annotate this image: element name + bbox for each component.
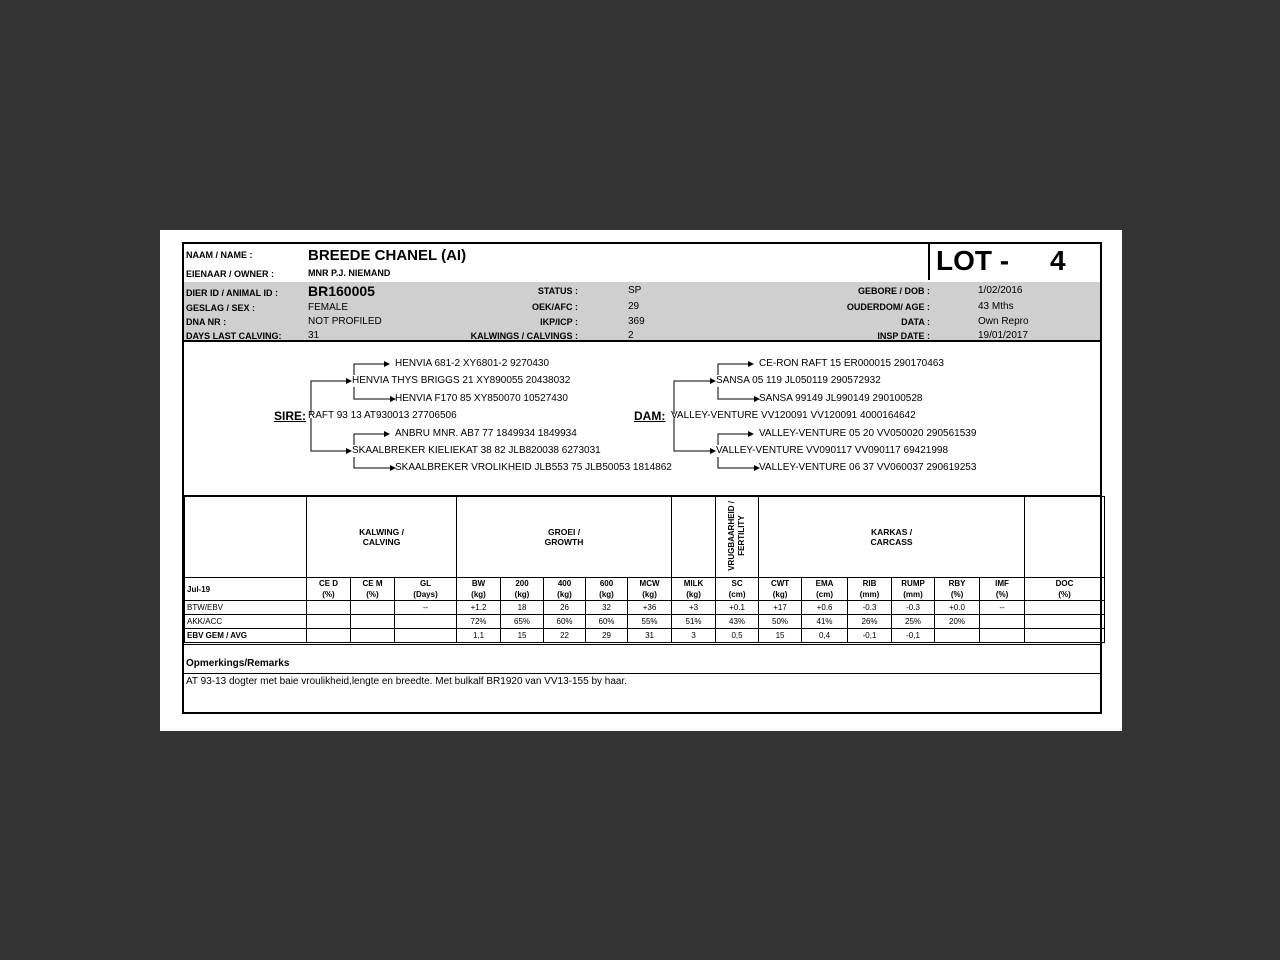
ebv-cell bbox=[351, 615, 395, 629]
column-unit: (Days) bbox=[413, 590, 438, 599]
column-name: SC bbox=[731, 579, 743, 588]
ebv-cell: 32 bbox=[586, 601, 628, 615]
column-header-cwt bbox=[759, 578, 802, 601]
insp-date-value: 19/01/2017 bbox=[978, 330, 1029, 341]
column-name: CE D bbox=[318, 579, 339, 588]
dam-name: VALLEY-VENTURE VV120091 VV120091 4000164642 bbox=[671, 410, 916, 421]
animal-id: BR160005 bbox=[308, 283, 375, 299]
column-header-ce-d bbox=[307, 578, 351, 601]
ebv-cell: 26% bbox=[848, 615, 892, 629]
ebv-cell: 51% bbox=[672, 615, 716, 629]
sex-label: GESLAG / SEX : bbox=[186, 303, 256, 313]
lot-number: 4 bbox=[1050, 245, 1066, 276]
column-header-doc bbox=[1025, 578, 1105, 601]
column-unit: (kg) bbox=[772, 590, 788, 599]
group-blank-cell bbox=[185, 497, 307, 578]
column-header-mcw bbox=[628, 578, 672, 601]
dam-dam-sire: VALLEY-VENTURE 05 20 VV050020 290561539 bbox=[759, 428, 977, 439]
ebv-cell: 60% bbox=[544, 615, 586, 629]
ebv-cell: 3 bbox=[672, 629, 716, 643]
dam-dam: VALLEY-VENTURE VV090117 VV090117 69421998 bbox=[716, 445, 949, 456]
sire-sire: HENVIA THYS BRIGGS 21 XY890055 20438032 bbox=[352, 375, 571, 386]
column-unit: (cm) bbox=[816, 590, 833, 599]
lot-box bbox=[928, 244, 1100, 280]
column-unit: (kg) bbox=[514, 590, 530, 599]
ebv-cell: 60% bbox=[586, 615, 628, 629]
sire-dam-dam: SKAALBREKER VROLIKHEID JLB553 75 JLB50053 1814862 bbox=[395, 462, 672, 473]
sire-dam: SKAALBREKER KIELIEKAT 38 82 JLB820038 6273031 bbox=[352, 445, 601, 456]
calvings-value: 2 bbox=[628, 330, 634, 341]
column-unit: (kg) bbox=[471, 590, 486, 599]
column-name: BW bbox=[471, 579, 486, 588]
ebv-row bbox=[185, 629, 1105, 643]
ebv-cell bbox=[935, 629, 980, 643]
age-value: 43 Mths bbox=[978, 301, 1014, 312]
dob-label: GEBORE / DOB : bbox=[857, 286, 930, 296]
ebv-cell bbox=[980, 615, 1025, 629]
remarks-header bbox=[184, 644, 1100, 674]
column-unit: (%) bbox=[322, 590, 335, 599]
ebv-cell: 43% bbox=[716, 615, 759, 629]
animal-id-label: DIER ID / ANIMAL ID : bbox=[186, 288, 278, 298]
column-header-ema bbox=[802, 578, 848, 601]
column-header-gl bbox=[395, 578, 457, 601]
ebv-cell: -0,1 bbox=[892, 629, 935, 643]
ebv-cell: +36 bbox=[628, 601, 672, 615]
column-unit: (kg) bbox=[642, 590, 657, 599]
column-unit: (kg) bbox=[599, 590, 614, 599]
ebv-row bbox=[185, 615, 1105, 629]
column-unit: (mm) bbox=[859, 590, 880, 599]
sire-dam-sire: ANBRU MNR. AB7 77 1849934 1849934 bbox=[395, 428, 577, 439]
ebv-cell: 25% bbox=[892, 615, 935, 629]
ebv-row-label: AKK/ACC bbox=[185, 615, 307, 629]
column-header-200 bbox=[501, 578, 544, 601]
column-name: DOC bbox=[1055, 579, 1074, 588]
column-header-rby bbox=[935, 578, 980, 601]
ebv-cell: +17 bbox=[759, 601, 802, 615]
ebv-cell: 50% bbox=[759, 615, 802, 629]
column-name: GL bbox=[419, 579, 432, 588]
data-value: Own Repro bbox=[978, 316, 1029, 327]
dna-value: NOT PROFILED bbox=[308, 316, 382, 327]
milk-group-cell bbox=[672, 497, 716, 578]
ebv-cell: -- bbox=[980, 601, 1025, 615]
dam-sire-dam: SANSA 99149 JL990149 290100528 bbox=[759, 393, 923, 404]
ebv-cell: 72% bbox=[457, 615, 501, 629]
column-name: EMA bbox=[815, 579, 834, 588]
days-last-calving-value: 31 bbox=[308, 330, 320, 341]
afc-value: 29 bbox=[628, 301, 640, 312]
ebv-cell bbox=[1025, 615, 1105, 629]
ebv-cell: 20% bbox=[935, 615, 980, 629]
ebv-cell: +0.6 bbox=[802, 601, 848, 615]
sire-sire-dam: HENVIA F170 85 XY850070 10527430 bbox=[395, 393, 568, 404]
owner-label: EIENAAR / OWNER : bbox=[186, 269, 275, 279]
ebv-cell bbox=[1025, 601, 1105, 615]
insp-date-label: INSP DATE : bbox=[877, 331, 930, 341]
calving-group-header: KALWING / CALVING bbox=[307, 497, 457, 578]
ebv-cell bbox=[395, 615, 457, 629]
afc-label: OEK/AFC : bbox=[532, 302, 578, 312]
ebv-cell: 18 bbox=[501, 601, 544, 615]
ebv-group-header-row bbox=[185, 497, 1105, 578]
column-unit: (mm) bbox=[903, 590, 923, 599]
column-header-400 bbox=[544, 578, 586, 601]
column-unit: (%) bbox=[950, 590, 964, 599]
ebv-cell: 0,4 bbox=[802, 629, 848, 643]
column-name: 200 bbox=[515, 579, 529, 588]
ebv-cell: -0.3 bbox=[892, 601, 935, 615]
ebv-cell: 15 bbox=[501, 629, 544, 643]
ebv-cell: 41% bbox=[802, 615, 848, 629]
ebv-cell bbox=[395, 629, 457, 643]
column-header-imf bbox=[980, 578, 1025, 601]
column-header-bw bbox=[457, 578, 501, 601]
column-name: RIB bbox=[862, 579, 877, 588]
animal-name: BREEDE CHANEL (AI) bbox=[308, 247, 467, 264]
ebv-table bbox=[184, 496, 1105, 643]
ebv-row-label: EBV GEM / AVG bbox=[185, 629, 307, 643]
ebv-cell bbox=[351, 601, 395, 615]
column-unit: (cm) bbox=[728, 590, 746, 599]
column-name: 600 bbox=[599, 579, 614, 588]
column-header-600 bbox=[586, 578, 628, 601]
carcass-group-header: KARKAS / CARCASS bbox=[759, 497, 1025, 578]
name-label: NAAM / NAME : bbox=[186, 250, 253, 260]
remarks-label: Opmerkings/Remarks bbox=[186, 658, 290, 669]
owner-name: MNR P.J. NIEMAND bbox=[308, 268, 391, 278]
ebv-row-label: BTW/EBV bbox=[185, 601, 307, 615]
ebv-date: Jul-19 bbox=[185, 578, 307, 601]
column-header-rib bbox=[848, 578, 892, 601]
column-unit: (kg) bbox=[686, 590, 701, 599]
column-name: 400 bbox=[557, 579, 572, 588]
column-name: MILK bbox=[683, 579, 704, 588]
column-header-rump bbox=[892, 578, 935, 601]
column-name: CWT bbox=[770, 579, 790, 588]
ebv-cell: -0.3 bbox=[848, 601, 892, 615]
dob-value: 1/02/2016 bbox=[978, 285, 1023, 296]
column-unit: (%) bbox=[366, 590, 379, 599]
ebv-cell: +0.0 bbox=[935, 601, 980, 615]
ebv-row bbox=[185, 601, 1105, 615]
column-unit: (%) bbox=[1058, 590, 1071, 599]
animal-info bbox=[184, 282, 1100, 342]
ebv-cell bbox=[980, 629, 1025, 643]
remarks-text: AT 93-13 dogter met baie vroulikheid,lengte en breedte. Met bulkalf BR1920 van VV13-155 by haar. bbox=[186, 676, 628, 687]
growth-group-header: GROEI / GROWTH bbox=[457, 497, 672, 578]
calvings-label: KALWINGS / CALVINGS : bbox=[470, 331, 578, 341]
days-last-calving-label: DAYS LAST CALVING: bbox=[186, 331, 282, 341]
column-name: RBY bbox=[948, 579, 966, 588]
dam-label: DAM: bbox=[634, 409, 666, 423]
icp-value: 369 bbox=[628, 316, 645, 327]
ebv-cell: -- bbox=[395, 601, 457, 615]
ebv-cell: 1,1 bbox=[457, 629, 501, 643]
lot-card bbox=[182, 242, 1102, 714]
ebv-cell: 22 bbox=[544, 629, 586, 643]
sex-value: FEMALE bbox=[308, 302, 349, 313]
doc-group-cell bbox=[1025, 497, 1105, 578]
column-header-milk bbox=[672, 578, 716, 601]
ebv-column-header-row bbox=[185, 578, 1105, 601]
column-name: CE M bbox=[362, 579, 383, 588]
ebv-cell bbox=[1025, 629, 1105, 643]
column-unit: (kg) bbox=[557, 590, 572, 599]
fertility-group-header: VRUGBAARHEID / FERTILITY bbox=[716, 497, 759, 578]
icp-label: IKP/ICP : bbox=[540, 317, 578, 327]
card-header bbox=[184, 244, 1100, 284]
pedigree bbox=[184, 342, 1100, 496]
column-header-sc bbox=[716, 578, 759, 601]
ebv-cell bbox=[307, 615, 351, 629]
column-header-ce-m bbox=[351, 578, 395, 601]
ebv-cell bbox=[351, 629, 395, 643]
sire-label: SIRE: bbox=[274, 409, 307, 423]
ebv-table-wrap bbox=[184, 496, 1100, 643]
status-label: STATUS : bbox=[537, 286, 578, 296]
ebv-cell: 31 bbox=[628, 629, 672, 643]
ebv-cell: +3 bbox=[672, 601, 716, 615]
ebv-cell: 0,5 bbox=[716, 629, 759, 643]
status-value: SP bbox=[628, 285, 642, 296]
dam-sire: SANSA 05 119 JL050119 290572932 bbox=[716, 375, 881, 386]
ebv-cell: 55% bbox=[628, 615, 672, 629]
lot-label: LOT - bbox=[936, 245, 1010, 276]
lot-card-page bbox=[160, 230, 1122, 731]
ebv-cell: +0.1 bbox=[716, 601, 759, 615]
ebv-cell: 15 bbox=[759, 629, 802, 643]
data-label: DATA : bbox=[901, 317, 930, 327]
ebv-cell: 26 bbox=[544, 601, 586, 615]
column-name: MCW bbox=[639, 579, 660, 588]
ebv-cell: -0,1 bbox=[848, 629, 892, 643]
column-name: RUMP bbox=[901, 579, 925, 588]
sire-sire-sire: HENVIA 681-2 XY6801-2 9270430 bbox=[395, 358, 549, 369]
dna-label: DNA NR : bbox=[186, 317, 227, 327]
sire-name: RAFT 93 13 AT930013 27706506 bbox=[308, 410, 457, 421]
column-unit: (%) bbox=[995, 590, 1009, 599]
dam-sire-sire: CE-RON RAFT 15 ER000015 290170463 bbox=[759, 358, 944, 369]
ebv-cell: 29 bbox=[586, 629, 628, 643]
ebv-cell: 65% bbox=[501, 615, 544, 629]
ebv-cell bbox=[307, 629, 351, 643]
column-name: IMF bbox=[995, 579, 1009, 588]
ebv-cell bbox=[307, 601, 351, 615]
ebv-cell: +1.2 bbox=[457, 601, 501, 615]
age-label: OUDERDOM/ AGE : bbox=[846, 302, 930, 312]
dam-dam-dam: VALLEY-VENTURE 06 37 VV060037 290619253 bbox=[759, 462, 977, 473]
